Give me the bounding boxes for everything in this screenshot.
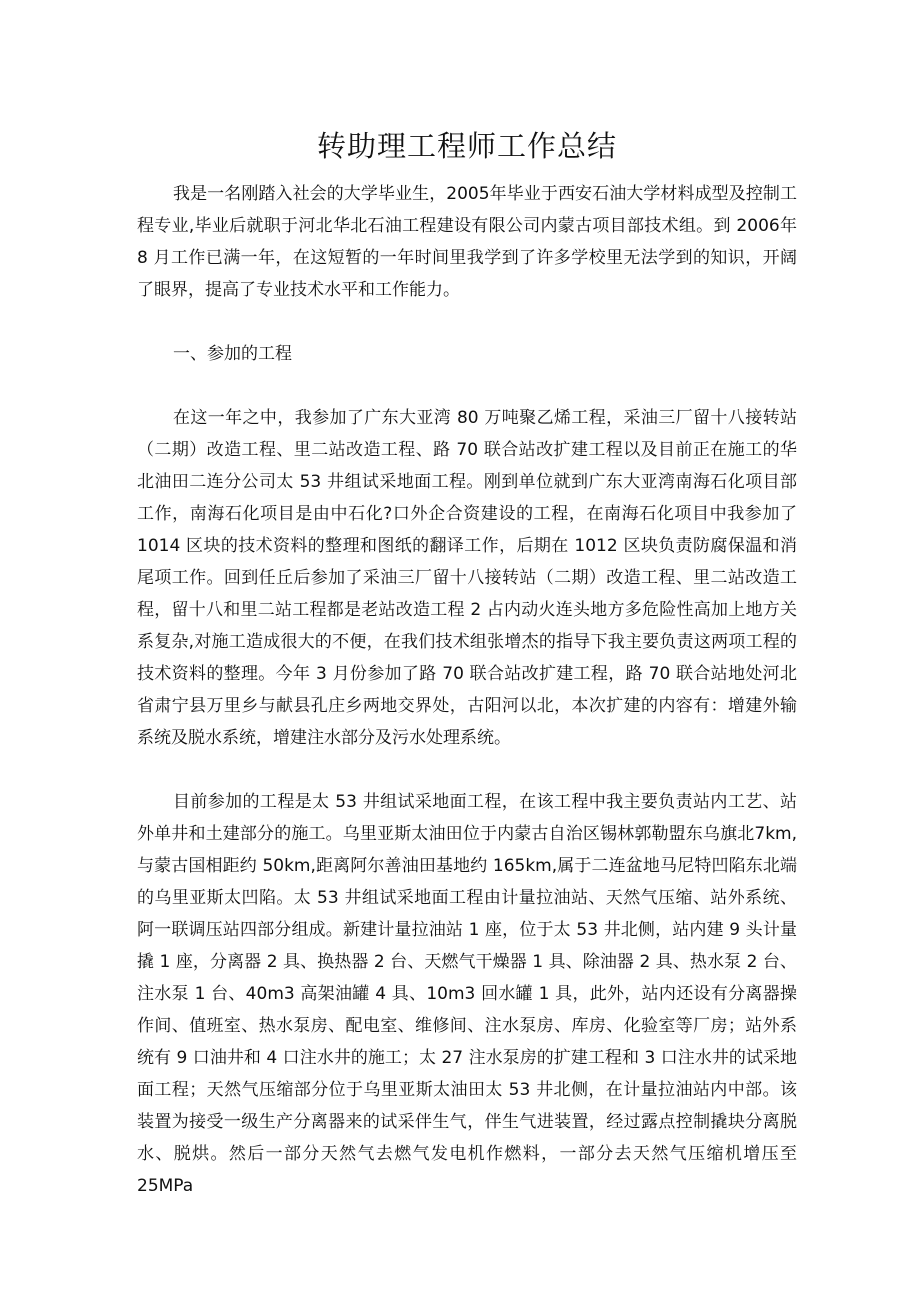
paragraph-spacer (137, 754, 797, 786)
paragraph-current-project: 目前参加的工程是太 53 井组试采地面工程，在该工程中我主要负责站内工艺、站外单井和土建部分的施工。乌里亚斯太油田位于内蒙古自治区锡林郭勒盟东乌旗北7km,与蒙古国相距约 50km,距离阿尔善油田基地约 165km,属于二连盆地马尼特凹陷东北端的乌里亚斯太凹陷。太 53 井组试采地面工程由计量拉油站、天然气压缩、站外系统、阿一联调压站四部分组成。新建计量拉油站 1 座，位于太 53 井北侧，站内建 9 头计量撬 1 座，分离器 2 具、换热器 2 台、天燃气干燥器 1 具、除油器 2 具、热水泵 2 台、注水泵 1 台、40m3 高架油罐 4 具、10m3 回水罐 1 具，此外，站内还设有分离器操作间、值班室、热水泵房、配电室、维修间、注水泵房、库房、化验室等厂房；站外系统有 9 口油井和 4 口注水井的施工；太 27 注水泵房的扩建工程和 3 口注水井的试采地面工程；天然气压缩部分位于乌里亚斯太油田太 53 井北侧，在计量拉油站内中部。该装置为接受一级生产分离器来的试采伴生气，伴生气进装置，经过露点控制撬块分离脱水、脱烘。然后一部分天然气去燃气发电机作燃料，一部分去天然气压缩机增压至 25MPa (137, 792, 797, 1196)
section-heading-projects: 一、参加的工程 (173, 344, 292, 364)
document-title: 转助理工程师工作总结 (316, 129, 617, 163)
paragraph-intro: 我是一名刚踏入社会的大学毕业生，2005年毕业于西安石油大学材料成型及控制工程专业,毕业后就职于河北华北石油工程建设有限公司内蒙古项目部技术组。到 2006年 8 月工作已满一年，在这短暂的一年时间里我学到了许多学校里无法学到的知识，开阔了眼界，提高了专业技术水平和工作能力。 (137, 184, 797, 300)
paragraph-projects: 在这一年之中，我参加了广东大亚湾 80 万吨聚乙烯工程，采油三厂留十八接转站（二期）改造工程、里二站改造工程、路 70 联合站改扩建工程以及目前正在施工的华北油田二连分公司太 53 井组试采地面工程。刚到单位就到广东大亚湾南海石化项目部工作，南海石化项目是由中石化?口外企合资建设的工程，在南海石化项目中我参加了1014 区块的技术资料的整理和图纸的翻译工作，后期在 1012 区块负责防腐保温和消尾项工作。回到任丘后参加了采油三厂留十八接转站（二期）改造工程、里二站改造工程，留十八和里二站工程都是老站改造工程 2 占内动火连头地方多危险性高加上地方关系复杂,对施工造成很大的不便，在我们技术组张增杰的指导下我主要负责这两项工程的技术资料的整理。今年 3 月份参加了路 70 联合站改扩建工程，路 70 联合站地处河北省肃宁县万里乡与献县孔庄乡两地交界处，古阳河以北，本次扩建的内容有：增建外输系统及脱水系统，增建注水部分及污水处理系统。 (137, 408, 797, 748)
paragraph-spacer (137, 370, 797, 402)
document-page (137, 120, 797, 1202)
paragraph-spacer (137, 306, 797, 338)
